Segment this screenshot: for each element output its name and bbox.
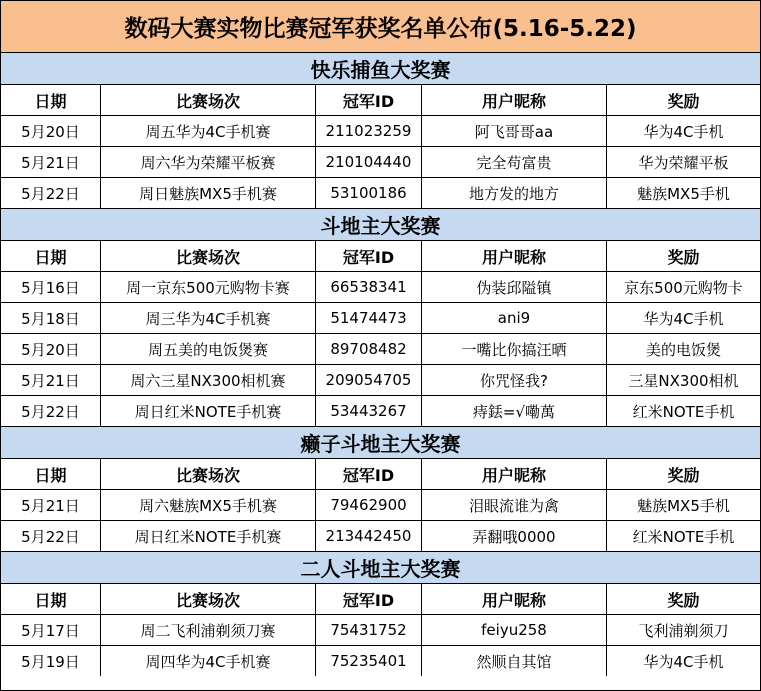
id-cell: 89708482	[316, 334, 422, 364]
prize-cell: 红米NOTE手机	[632, 402, 735, 421]
id-cell: 66538341	[316, 272, 422, 302]
prize-cell: 魅族MX5手机	[637, 184, 730, 203]
section-title: 斗地主大奖赛	[1, 209, 760, 241]
nick-cell: 完全苟富贵	[422, 147, 607, 177]
col-date-header: 日期	[1, 459, 101, 489]
table-row	[1, 646, 760, 676]
col-match-header: 比赛场次	[101, 241, 316, 271]
date-cell: 5月19日	[1, 646, 101, 676]
section-title: 癞子斗地主大奖赛	[1, 427, 760, 459]
prize-cell: 华为4C手机	[643, 309, 724, 328]
table-row	[1, 147, 760, 178]
header-row	[1, 584, 760, 615]
id-cell: 53100186	[316, 178, 422, 208]
col-date-header: 日期	[1, 85, 101, 115]
prize-cell: 华为4C手机	[643, 652, 724, 671]
date-cell: 5月16日	[1, 272, 101, 302]
nick-cell: 弄翻哦0000	[422, 521, 607, 551]
match-cell: 周五华为4C手机赛	[101, 116, 316, 146]
table-row	[1, 272, 760, 303]
col-nick-header: 用户昵称	[422, 584, 607, 614]
date-cell: 5月22日	[1, 521, 101, 551]
table-row	[1, 178, 760, 209]
date-cell: 5月17日	[1, 615, 101, 645]
header-row	[1, 85, 760, 116]
col-prize-header: 奖励	[667, 465, 700, 485]
match-cell: 周日红米NOTE手机赛	[101, 521, 316, 551]
nick-cell: feiyu258	[422, 615, 607, 645]
header-row	[1, 459, 760, 490]
prize-cell: 三星NX300相机	[628, 371, 739, 390]
col-prize-header: 奖励	[667, 91, 700, 111]
date-cell: 5月21日	[1, 490, 101, 520]
date-cell: 5月18日	[1, 303, 101, 333]
sheet-title: 数码大赛实物比赛冠军获奖名单公布(5.16-5.22)	[1, 1, 760, 53]
nick-cell: 泪眼流谁为禽	[422, 490, 607, 520]
prize-cell: 华为4C手机	[643, 122, 724, 141]
col-nick-header: 用户昵称	[422, 85, 607, 115]
col-date-header: 日期	[1, 584, 101, 614]
id-cell: 209054705	[316, 365, 422, 395]
col-id-header: 冠军ID	[316, 584, 422, 614]
table-row	[1, 521, 760, 552]
id-cell: 210104440	[316, 147, 422, 177]
id-cell: 51474473	[316, 303, 422, 333]
prize-cell: 魅族MX5手机	[637, 496, 730, 515]
nick-cell: 痔銩=√嘞萬	[422, 396, 607, 426]
nick-cell: 然顺自其馆	[422, 646, 607, 676]
col-id-header: 冠军ID	[316, 241, 422, 271]
nick-cell: 你咒怪我?	[422, 365, 607, 395]
match-cell: 周四华为4C手机赛	[101, 646, 316, 676]
col-id-header: 冠军ID	[316, 459, 422, 489]
col-prize-header: 奖励	[667, 247, 700, 267]
date-cell: 5月20日	[1, 334, 101, 364]
date-cell: 5月21日	[1, 147, 101, 177]
id-cell: 211023259	[316, 116, 422, 146]
nick-cell: 阿飞哥哥aa	[422, 116, 607, 146]
id-cell: 75431752	[316, 615, 422, 645]
match-cell: 周六魅族MX5手机赛	[101, 490, 316, 520]
col-prize-header: 奖励	[667, 590, 700, 610]
col-match-header: 比赛场次	[101, 584, 316, 614]
prize-cell: 飞利浦剃须刀	[638, 621, 729, 640]
match-cell: 周三华为4C手机赛	[101, 303, 316, 333]
prize-cell: 美的电饭煲	[645, 340, 721, 359]
table-row	[1, 365, 760, 396]
date-cell: 5月22日	[1, 178, 101, 208]
col-id-header: 冠军ID	[316, 85, 422, 115]
nick-cell: 伪装邱隘镇	[422, 272, 607, 302]
col-nick-header: 用户昵称	[422, 241, 607, 271]
match-cell: 周日魅族MX5手机赛	[101, 178, 316, 208]
nick-cell: ani9	[422, 303, 607, 333]
date-cell: 5月20日	[1, 116, 101, 146]
id-cell: 79462900	[316, 490, 422, 520]
section-title: 快乐捕鱼大奖赛	[1, 53, 760, 85]
prize-cell: 华为荣耀平板	[638, 153, 729, 172]
table-row	[1, 490, 760, 521]
date-cell: 5月22日	[1, 396, 101, 426]
section-title: 二人斗地主大奖赛	[1, 552, 760, 584]
prize-cell: 红米NOTE手机	[632, 527, 735, 546]
table-row	[1, 303, 760, 334]
match-cell: 周六三星NX300相机赛	[101, 365, 316, 395]
match-cell: 周六华为荣耀平板赛	[101, 147, 316, 177]
match-cell: 周一京东500元购物卡赛	[101, 272, 316, 302]
id-cell: 75235401	[316, 646, 422, 676]
header-row	[1, 241, 760, 272]
col-match-header: 比赛场次	[101, 459, 316, 489]
nick-cell: 一嘴比你搞汪晒	[422, 334, 607, 364]
match-cell: 周二飞利浦剃须刀赛	[101, 615, 316, 645]
date-cell: 5月21日	[1, 365, 101, 395]
match-cell: 周五美的电饭煲赛	[101, 334, 316, 364]
table-row	[1, 116, 760, 147]
col-match-header: 比赛场次	[101, 85, 316, 115]
table-row	[1, 615, 760, 646]
col-nick-header: 用户昵称	[422, 459, 607, 489]
id-cell: 53443267	[316, 396, 422, 426]
nick-cell: 地方发的地方	[422, 178, 607, 208]
match-cell: 周日红米NOTE手机赛	[101, 396, 316, 426]
table-row	[1, 396, 760, 427]
prize-cell: 京东500元购物卡	[624, 278, 743, 297]
table-row	[1, 334, 760, 365]
id-cell: 213442450	[316, 521, 422, 551]
col-date-header: 日期	[1, 241, 101, 271]
